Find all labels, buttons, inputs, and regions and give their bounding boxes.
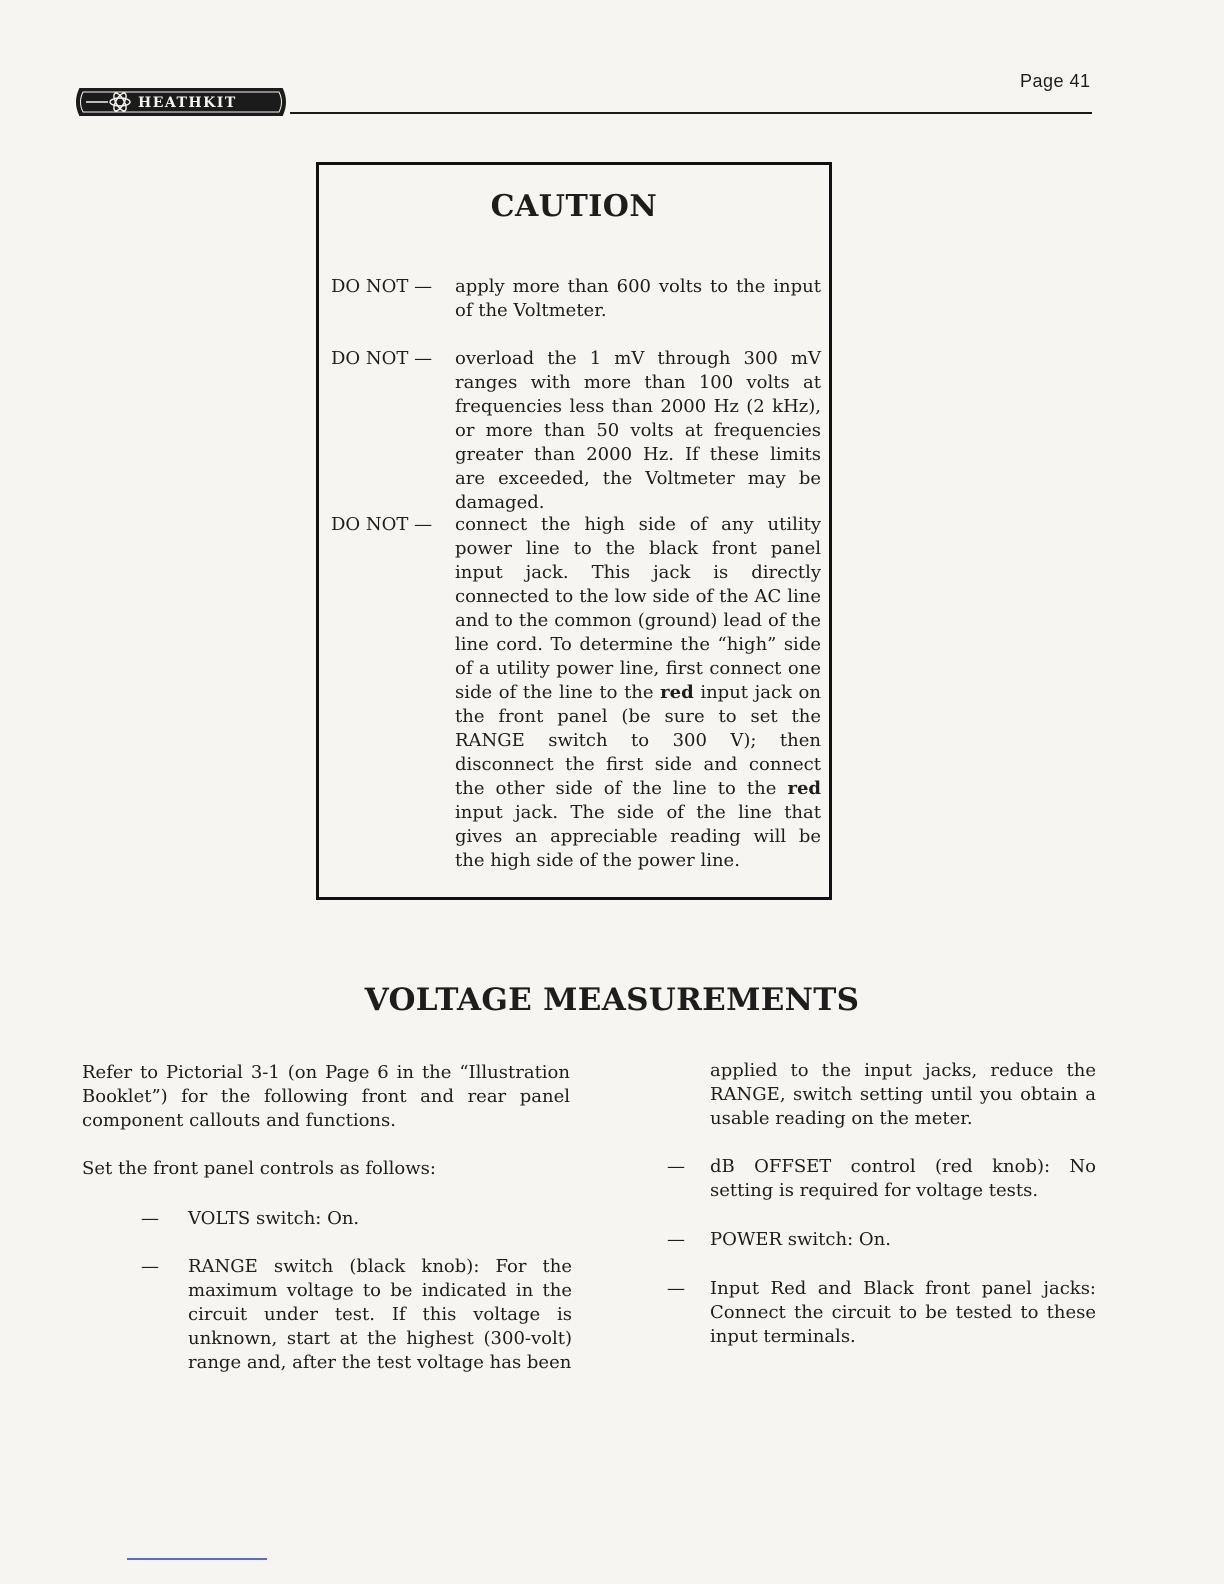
caution-item-label: DO NOT — [331, 276, 433, 297]
caution-item [331, 275, 821, 323]
caution-item-text [455, 513, 821, 873]
list-item [652, 1277, 1096, 1349]
caution-item-text: overload the 1 mV through 300 mV ranges with more than 100 volts at frequencies less than 2000 Hz (2 kHz), or more than 50 volts at frequencies greater than 2000 Hz. If these limits are exceeded, the Voltmeter may be damaged. [455, 348, 821, 513]
dash-marker: — [141, 1208, 159, 1229]
caution-text-part: input jack. The side of the line that gives an appreciable reading will be the high side of the power line. [455, 802, 821, 871]
setup-text: Set the front panel controls as follows: [82, 1158, 436, 1179]
page-number: Page 41 [1020, 71, 1091, 91]
section-title: VOLTAGE MEASUREMENTS [364, 982, 860, 1018]
header-rule [290, 112, 1092, 114]
list-item-text: POWER switch: On. [710, 1229, 891, 1250]
caution-item-label: DO NOT — [331, 514, 433, 535]
right-column [710, 1059, 1096, 1131]
caution-box [316, 162, 832, 900]
caution-item-text: apply more than 600 volts to the input of the Voltmeter. [455, 276, 821, 321]
list-item-text: VOLTS switch: On. [188, 1208, 360, 1229]
footer-rule [127, 1558, 267, 1560]
logo-wordmark: HEATHKIT [138, 95, 237, 111]
list-item [126, 1207, 572, 1231]
caution-text-part: connect the high side of any utility power line to the black front panel input jack. This jack is directly connected to the low side of the AC line and to the common (ground) lead of the line cord. To determine the “high” side of a utility power line, first connect one side of the line to the [455, 514, 821, 703]
list-item-text: Input Red and Black front panel jacks: Connect the circuit to be tested to these input terminals. [710, 1278, 1096, 1347]
list-item [652, 1228, 1096, 1252]
caution-item [331, 513, 821, 873]
dash-marker: — [667, 1156, 685, 1177]
caution-title: CAUTION [490, 189, 658, 224]
list-item [126, 1255, 572, 1375]
caution-text-part: input jack on the front panel (be sure to set the RANGE switch to 300 V); then disconnect the first side and connect the other side of the line to the [455, 682, 821, 799]
list-item-text: RANGE switch (black knob): For the maximum voltage to be indicated in the circuit under test. If this voltage is unknown, start at the highest (300-volt) range and, after the test voltage has been [188, 1256, 572, 1373]
setup-text-wrap [82, 1157, 570, 1181]
left-column [82, 1061, 570, 1133]
heathkit-logo [72, 85, 290, 119]
red-emphasis: red [787, 778, 821, 799]
dash-marker: — [141, 1256, 159, 1277]
dash-marker: — [667, 1229, 685, 1250]
dash-marker: — [667, 1278, 685, 1299]
intro-paragraph: Refer to Pictorial 3-1 (on Page 6 in the “Illustration Booklet”) for the following front and rear panel component callouts and functions. [82, 1062, 570, 1131]
caution-item [331, 347, 821, 515]
red-emphasis: red [660, 682, 694, 703]
continued-paragraph: applied to the input jacks, reduce the RANGE, switch setting until you obtain a usable reading on the meter. [710, 1060, 1096, 1129]
list-item [652, 1155, 1096, 1203]
caution-item-label: DO NOT — [331, 348, 433, 369]
list-item-text: dB OFFSET control (red knob): No setting is required for voltage tests. [710, 1156, 1096, 1201]
